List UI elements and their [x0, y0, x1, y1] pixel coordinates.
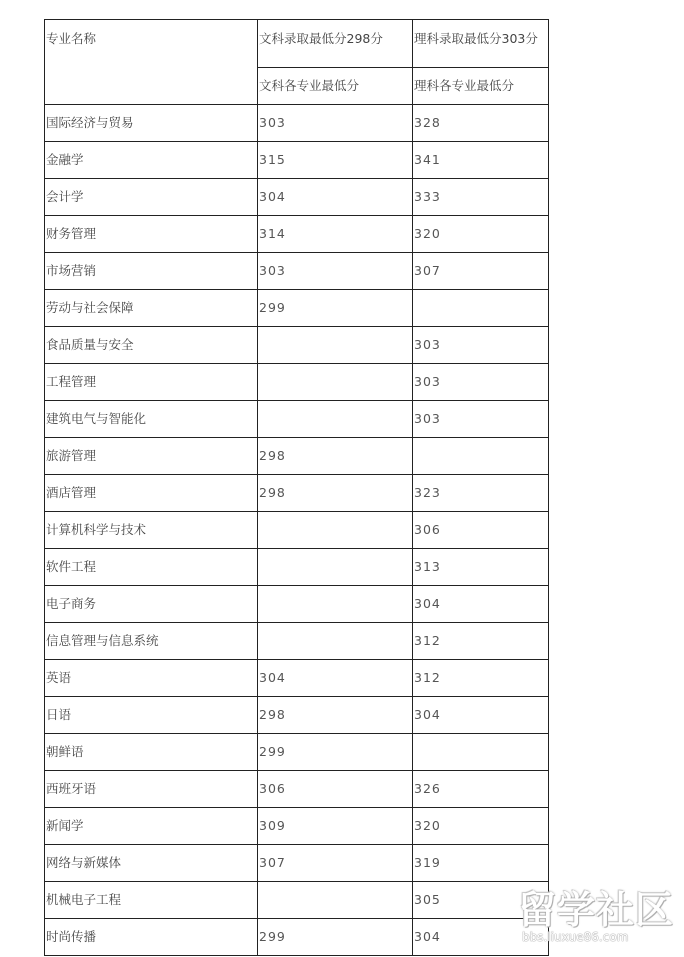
arts-score-cell: 299	[258, 919, 413, 956]
arts-score-cell	[258, 512, 413, 549]
arts-score-cell: 309	[258, 808, 413, 845]
table-row	[45, 364, 549, 401]
science-score-cell: 307	[413, 253, 549, 290]
science-score-cell: 328	[413, 105, 549, 142]
science-score-cell: 303	[413, 364, 549, 401]
table-row	[45, 105, 549, 142]
science-score-cell	[413, 734, 549, 771]
science-score-cell: 313	[413, 549, 549, 586]
arts-score-cell: 303	[258, 105, 413, 142]
arts-score-cell: 298	[258, 697, 413, 734]
table-row	[45, 882, 549, 919]
table-row	[45, 586, 549, 623]
arts-score-cell	[258, 882, 413, 919]
major-name-cell: 劳动与社会保障	[45, 290, 258, 327]
major-name-cell: 英语	[45, 660, 258, 697]
science-score-cell: 303	[413, 327, 549, 364]
science-score-cell: 320	[413, 808, 549, 845]
science-score-cell: 326	[413, 771, 549, 808]
major-name-cell: 机械电子工程	[45, 882, 258, 919]
major-name-cell: 工程管理	[45, 364, 258, 401]
table-row	[45, 216, 549, 253]
arts-score-cell: 304	[258, 660, 413, 697]
table-row	[45, 401, 549, 438]
table-row	[45, 438, 549, 475]
table-row	[45, 808, 549, 845]
major-column-header: 专业名称	[45, 20, 258, 105]
major-name-cell: 市场营销	[45, 253, 258, 290]
science-score-cell	[413, 290, 549, 327]
score-table-body	[45, 105, 549, 956]
science-score-cell: 304	[413, 697, 549, 734]
major-name-cell: 日语	[45, 697, 258, 734]
table-row	[45, 290, 549, 327]
major-name-cell: 朝鲜语	[45, 734, 258, 771]
table-row	[45, 734, 549, 771]
table-row	[45, 623, 549, 660]
arts-score-cell	[258, 327, 413, 364]
arts-score-cell: 304	[258, 179, 413, 216]
arts-cutoff-header: 文科录取最低分298分	[258, 20, 413, 68]
table-row	[45, 771, 549, 808]
table-row	[45, 549, 549, 586]
major-name-cell: 国际经济与贸易	[45, 105, 258, 142]
arts-score-cell	[258, 623, 413, 660]
arts-score-cell: 298	[258, 438, 413, 475]
arts-score-cell	[258, 401, 413, 438]
science-score-cell: 303	[413, 401, 549, 438]
science-score-cell: 312	[413, 660, 549, 697]
science-score-cell: 312	[413, 623, 549, 660]
major-name-cell: 网络与新媒体	[45, 845, 258, 882]
science-score-cell: 341	[413, 142, 549, 179]
major-name-cell: 财务管理	[45, 216, 258, 253]
major-name-cell: 旅游管理	[45, 438, 258, 475]
major-name-cell: 食品质量与安全	[45, 327, 258, 364]
table-row	[45, 845, 549, 882]
header-row	[45, 20, 549, 68]
arts-score-cell	[258, 586, 413, 623]
major-name-cell: 软件工程	[45, 549, 258, 586]
arts-score-cell: 298	[258, 475, 413, 512]
arts-score-cell: 299	[258, 734, 413, 771]
major-name-cell: 信息管理与信息系统	[45, 623, 258, 660]
table-row	[45, 253, 549, 290]
table-row	[45, 919, 549, 956]
major-name-cell: 新闻学	[45, 808, 258, 845]
arts-subheader: 文科各专业最低分	[258, 68, 413, 105]
watermark-url: bbs.liuxue86.com	[522, 930, 629, 944]
science-score-cell: 304	[413, 586, 549, 623]
science-score-cell: 333	[413, 179, 549, 216]
arts-score-cell: 306	[258, 771, 413, 808]
arts-score-cell: 314	[258, 216, 413, 253]
major-name-cell: 时尚传播	[45, 919, 258, 956]
major-name-cell: 电子商务	[45, 586, 258, 623]
table-row	[45, 512, 549, 549]
arts-score-cell: 299	[258, 290, 413, 327]
table-row	[45, 179, 549, 216]
arts-score-cell: 315	[258, 142, 413, 179]
table-row	[45, 142, 549, 179]
science-cutoff-header: 理科录取最低分303分	[413, 20, 549, 68]
science-score-cell: 305	[413, 882, 549, 919]
major-name-cell: 建筑电气与智能化	[45, 401, 258, 438]
watermark-brand: 留学社区	[518, 888, 675, 932]
science-score-cell: 320	[413, 216, 549, 253]
arts-score-cell	[258, 364, 413, 401]
major-name-cell: 西班牙语	[45, 771, 258, 808]
science-score-cell: 323	[413, 475, 549, 512]
table-row	[45, 327, 549, 364]
table-row	[45, 660, 549, 697]
arts-score-cell: 303	[258, 253, 413, 290]
major-name-cell: 金融学	[45, 142, 258, 179]
major-name-cell: 会计学	[45, 179, 258, 216]
admission-score-table	[44, 19, 549, 956]
major-name-cell: 酒店管理	[45, 475, 258, 512]
science-score-cell: 306	[413, 512, 549, 549]
arts-score-cell	[258, 549, 413, 586]
science-score-cell: 304	[413, 919, 549, 956]
science-score-cell	[413, 438, 549, 475]
arts-score-cell: 307	[258, 845, 413, 882]
science-score-cell: 319	[413, 845, 549, 882]
major-name-cell: 计算机科学与技术	[45, 512, 258, 549]
science-subheader: 理科各专业最低分	[413, 68, 549, 105]
table-row	[45, 697, 549, 734]
table-row	[45, 475, 549, 512]
